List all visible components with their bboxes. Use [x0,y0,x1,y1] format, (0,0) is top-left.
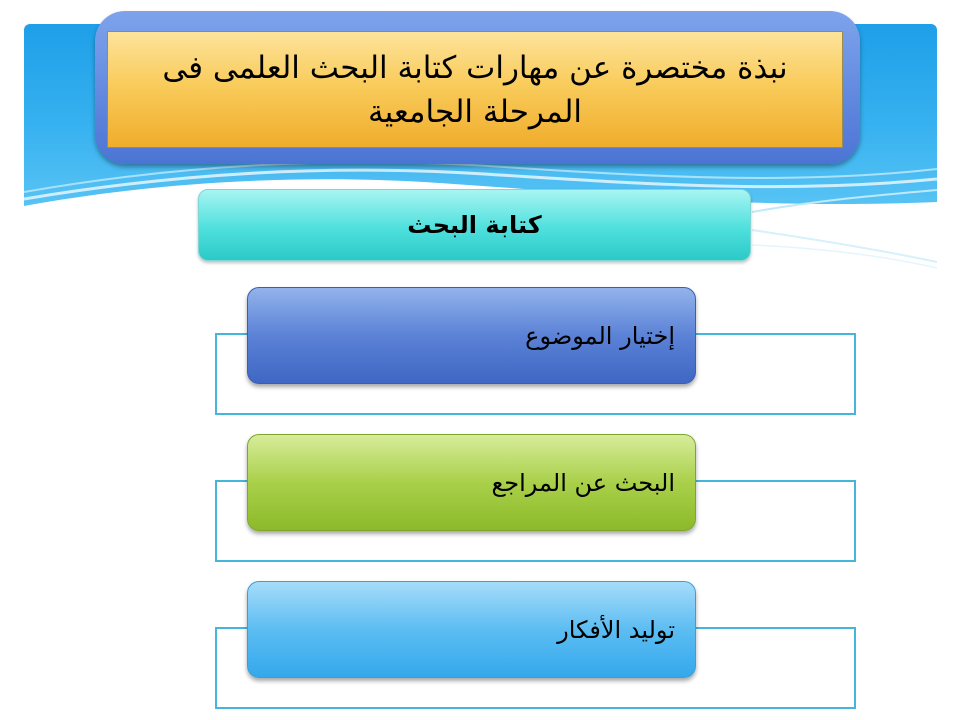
item-label: توليد الأفكار [557,615,675,644]
item-box-reference-search [247,434,696,531]
item-box-topic-selection [247,287,696,384]
category-box [198,189,751,261]
item-label: البحث عن المراجع [491,468,675,497]
category-label: كتابة البحث [407,211,542,239]
slide-title: نبذة مختصرة عن مهارات كتابة البحث العلمى فى المرحلة الجامعية [162,49,788,130]
title-box [107,31,843,148]
item-box-idea-generation [247,581,696,678]
item-label: إختيار الموضوع [525,321,675,350]
